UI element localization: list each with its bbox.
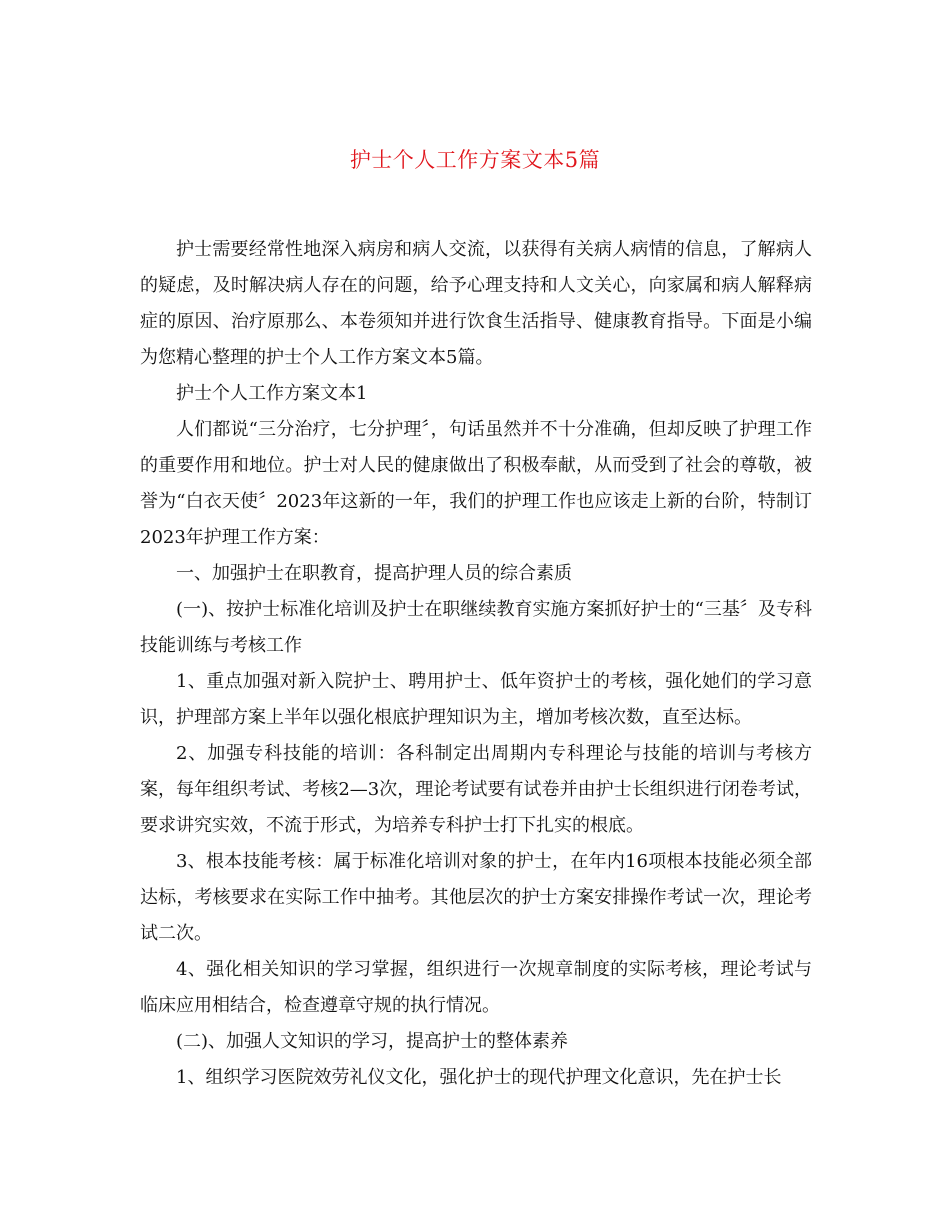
paragraph-subheading-2: (二)、加强人文知识的学习，提高护士的整体素养	[176, 1031, 569, 1052]
document-body	[140, 232, 812, 1096]
paragraph-heading-1: 一、加强护士在职教育，提高护理人员的综合素质	[176, 563, 572, 584]
paragraph-item-1: 1、重点加强对新入院护士、聘用护士、低年资护士的考核，强化她们的学习意识，护理部方案上半年以强化根底护理知识为主，增加考核次数，直至达标。	[140, 671, 812, 728]
paragraph-intro: 护士需要经常性地深入病房和病人交流，以获得有关病人病情的信息，了解病人的疑虑，及时解决病人存在的问题，给予心理支持和人文关心，向家属和病人解释病症的原因、治疗原那么、本卷须知并进行饮食生活指导、健康教育指导。下面是小编为您精心整理的护士个人工作方案文本5篇。	[140, 239, 812, 368]
paragraph-section-heading: 护士个人工作方案文本1	[176, 383, 368, 404]
paragraph-item-5: 1、组织学习医院效劳礼仪文化，强化护士的现代护理文化意识，先在护士长	[176, 1067, 782, 1088]
paragraph-item-3: 3、根本技能考核：属于标准化培训对象的护士，在年内16项根本技能必须全部达标，考核要求在实际工作中抽考。其他层次的护士方案安排操作考试一次，理论考试二次。	[140, 851, 812, 944]
paragraph: 人们都说“三分治疗，七分护理〞，句话虽然并不十分准确，但却反映了护理工作的重要作用和地位。护士对人民的健康做出了积极奉献，从而受到了社会的尊敬，被誉为“白衣天使〞2023年这新的一年，我们的护理工作也应该走上新的台阶，特制订2023年护理工作方案：	[140, 419, 812, 548]
document-title: 护士个人工作方案文本5篇	[349, 148, 601, 172]
paragraph-subheading-1: (一)、按护士标准化培训及护士在职继续教育实施方案抓好护士的“三基〞及专科技能训练与考核工作	[140, 599, 812, 656]
paragraph-item-2: 2、加强专科技能的培训：各科制定出周期内专科理论与技能的培训与考核方案，每年组织考试、考核2—3次，理论考试要有试卷并由护士长组织进行闭卷考试，要求讲究实效，不流于形式，为培养专科护士打下扎实的根底。	[140, 743, 812, 836]
paragraph-item-4: 4、强化相关知识的学习掌握，组织进行一次规章制度的实际考核，理论考试与临床应用相结合，检查遵章守规的执行情况。	[140, 959, 812, 1016]
